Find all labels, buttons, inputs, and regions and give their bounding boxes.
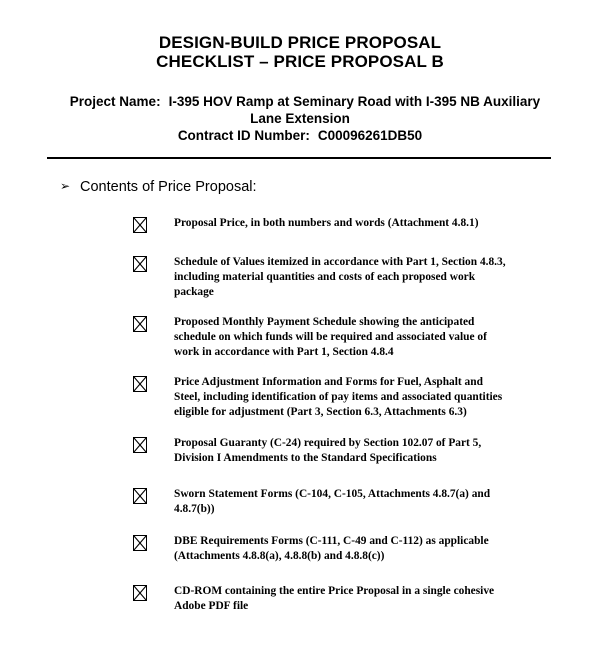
checkbox[interactable] (133, 585, 147, 601)
checklist-item (174, 255, 554, 300)
checkbox-x-mark-icon (134, 489, 146, 503)
checklist-item (174, 375, 554, 420)
project-name-value-line-1: I-395 HOV Ramp at Seminary Road with I-395 NB Auxiliary (168, 94, 541, 109)
contents-heading-text: Contents of Price Proposal: (80, 179, 257, 195)
checklist-item-line: Division I Amendments to the Standard Specifications (174, 452, 437, 464)
checkbox[interactable] (133, 488, 147, 504)
checklist-item-line: Adobe PDF file (174, 600, 249, 612)
checklist-item-line: including material quantities and costs of each proposed work (174, 271, 476, 283)
checkbox-x-mark-icon (134, 218, 146, 232)
checklist-item-line: package (174, 286, 214, 298)
checklist-item-line: CD-ROM containing the entire Price Proposal in a single cohesive (174, 585, 495, 597)
checklist-item-line: DBE Requirements Forms (C-111, C-49 and C-112) as applicable (174, 535, 489, 547)
checklist-item-line: schedule on which funds will be required and associated value of (174, 331, 487, 343)
checkbox[interactable] (133, 376, 147, 392)
checklist-item-line: Sworn Statement Forms (C-104, C-105, Attachments 4.8.7(a) and (174, 488, 491, 500)
checkbox[interactable] (133, 535, 147, 551)
checklist-item-line: (Attachments 4.8.8(a), 4.8.8(b) and 4.8.8(c)) (174, 550, 385, 562)
checklist-item-line: Schedule of Values itemized in accordance with Part 1, Section 4.8.3, (174, 256, 506, 268)
checklist-item-line: Steel, including identification of pay items and associated quantities (174, 391, 503, 403)
checkbox-x-mark-icon (134, 438, 146, 452)
checklist-item (174, 487, 554, 517)
checkbox-x-mark-icon (134, 257, 146, 271)
checklist-item (174, 436, 554, 466)
checkbox[interactable] (133, 217, 147, 233)
checklist-item-line: work in accordance with Part 1, Section 4.8.4 (174, 346, 394, 358)
project-name-line-2: Lane Extension (250, 111, 350, 126)
checkbox[interactable] (133, 437, 147, 453)
checklist-item-line: Proposal Guaranty (C-24) required by Section 102.07 of Part 5, (174, 437, 482, 449)
arrow-bullet-icon: ➢ (60, 179, 71, 193)
checkbox-x-mark-icon (134, 377, 146, 391)
checklist-item-line: Price Adjustment Information and Forms for Fuel, Asphalt and (174, 376, 483, 388)
checkbox[interactable] (133, 256, 147, 272)
contents-heading (60, 177, 257, 196)
document-title-line-2: CHECKLIST – PRICE PROPOSAL B (156, 52, 444, 71)
document-title-line-1: DESIGN-BUILD PRICE PROPOSAL (158, 33, 442, 52)
checklist-item-line: 4.8.7(b)) (174, 503, 215, 515)
checklist-item-line: eligible for adjustment (Part 3, Section 6.3, Attachments 6.3) (174, 406, 467, 418)
horizontal-divider (47, 157, 551, 159)
contract-id-label: Contract ID Number: (177, 128, 310, 143)
checklist-item (174, 534, 554, 564)
checklist-item-line: Proposal Price, in both numbers and words (Attachment 4.8.1) (174, 217, 479, 229)
checklist-item (174, 216, 554, 231)
checkbox-x-mark-icon (134, 536, 146, 550)
checkbox-x-mark-icon (134, 586, 146, 600)
checklist-item-line: Proposed Monthly Payment Schedule showing the anticipated (174, 316, 475, 328)
project-name-label: Project Name: (69, 94, 161, 109)
checklist-item (174, 584, 554, 614)
project-name-line-1 (5, 93, 600, 110)
checklist-item (174, 315, 554, 360)
contract-id-value: C00096261DB50 (317, 128, 423, 143)
checkbox[interactable] (133, 316, 147, 332)
contract-id-line (0, 127, 600, 144)
checkbox-x-mark-icon (134, 317, 146, 331)
